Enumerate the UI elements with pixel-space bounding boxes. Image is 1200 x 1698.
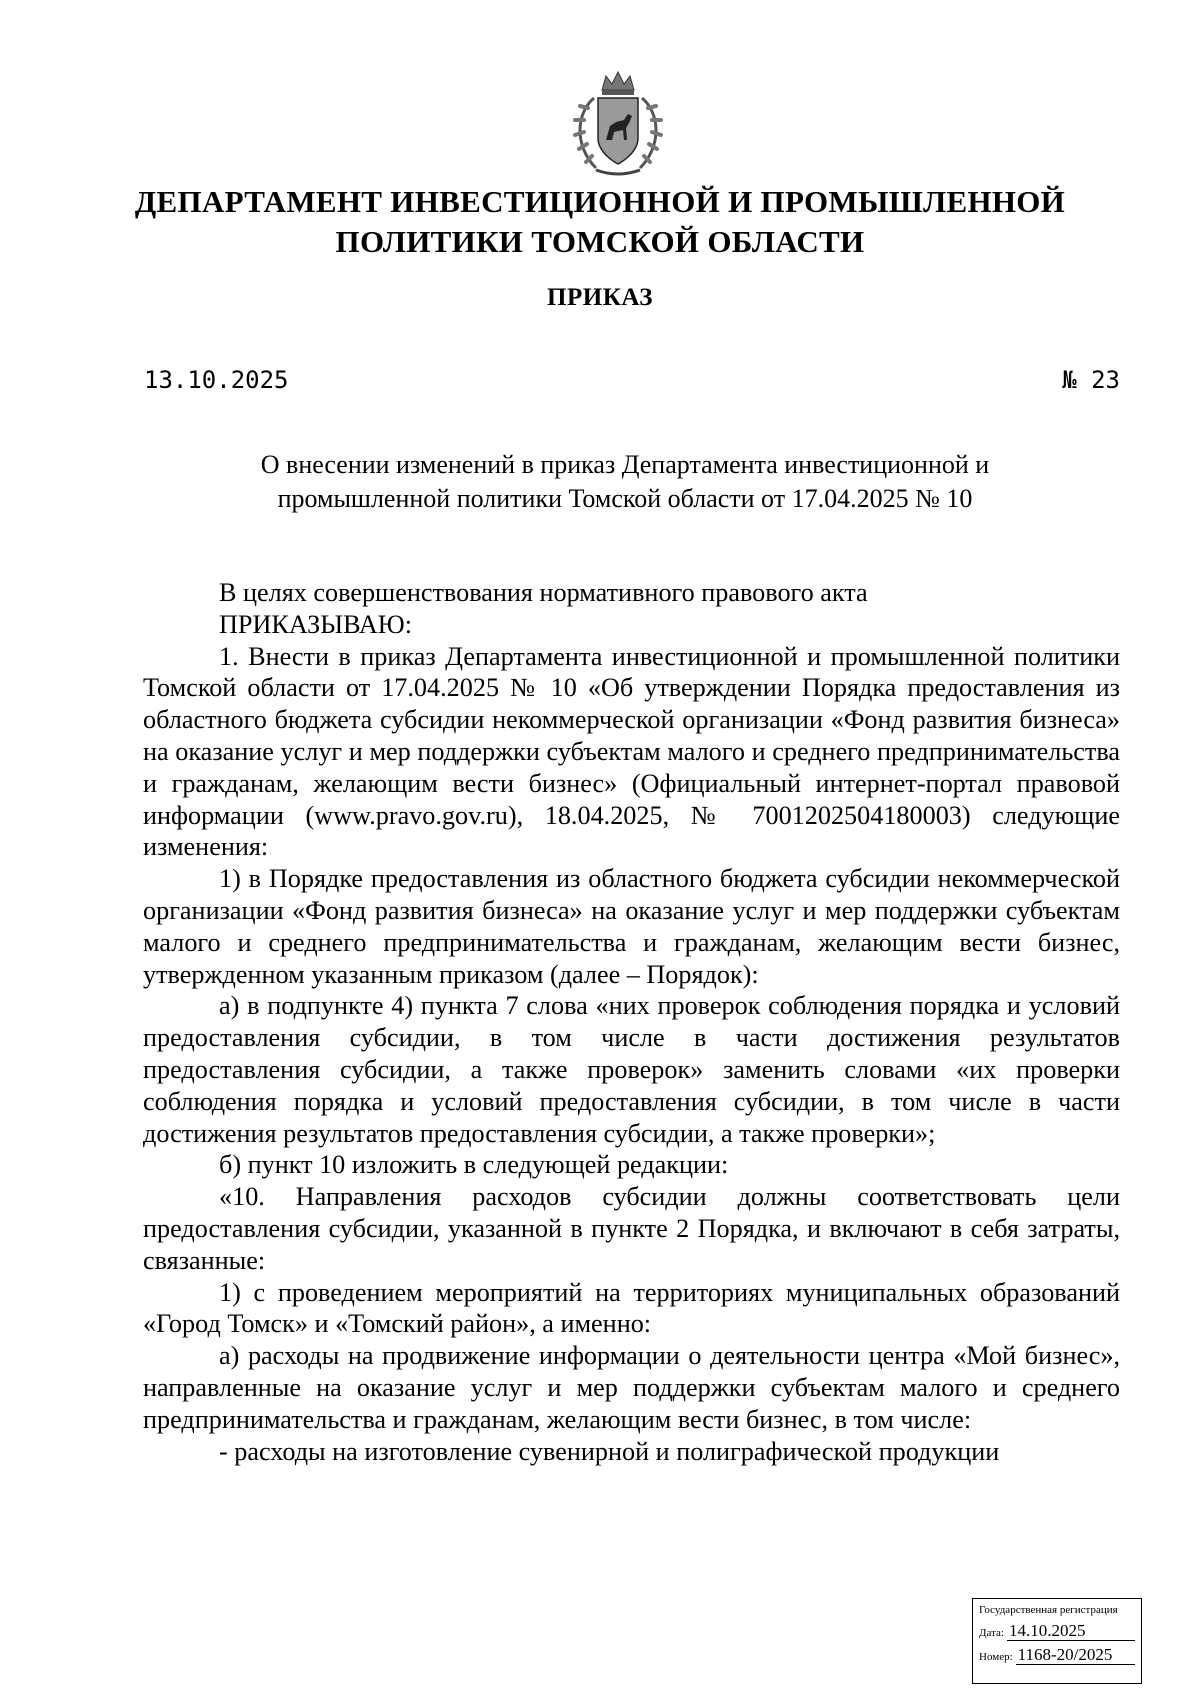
paragraph-3: а) в подпункте 4) пункта 7 слова «них проверок соблюдения порядка и условий предоставления субсидии, в том числе в части достижения результатов предоставления субсидии, а также проверок» заменить словами «их проверки соблюдения порядка и условий предоставления субсидии, в том числе в части достижения результатов предоставления субсидии, а также проверки»;	[143, 991, 1120, 1148]
stamp-date-label: Дата:	[979, 1627, 1004, 1639]
paragraph-4: б) пункт 10 изложить в следующей редакции:	[219, 1150, 729, 1180]
document-date: 13.10.2025	[144, 366, 289, 394]
stamp-date-value: 14.10.2025	[1007, 1621, 1135, 1641]
paragraph-8: - расходы на изготовление сувенирной и полиграфической продукции	[219, 1436, 1000, 1466]
subject-line2: промышленной политики Томской области от 17.04.2025 № 10	[277, 484, 973, 513]
paragraph-1: 1. Внести в приказ Департамента инвестиционной и промышленной политики Томской области от 17.04.2025 № 10 «Об утверждении Порядка предоставления из областного бюджета субсидии некоммерческой организации «Фонд развития бизнеса» на оказание услуг и мер поддержки субъектам малого и среднего предпринимательства и гражданам, желающим вести бизнес» (Официальный интернет-портал правовой информации (www.pravo.gov.ru), 18.04.2025, № 7001202504180003) следующие изменения:	[143, 641, 1120, 862]
registration-stamp	[972, 1598, 1142, 1684]
stamp-number-row	[979, 1645, 1135, 1665]
paragraph-5: «10. Направления расходов субсидии должны соответствовать цели предоставления субсидии, указанной в пункте 2 Порядка, и включают в себя затраты, связанные:	[143, 1182, 1120, 1275]
stamp-title: Государственная регистрация	[979, 1604, 1118, 1616]
department-name	[100, 182, 1100, 262]
subject-line1: О внесении изменений в приказ Департамента инвестиционной и	[260, 450, 990, 479]
paragraph-7: а) расходы на продвижение информации о деятельности центра «Мой бизнес», направленные на оказание услуг и мер поддержки субъектам малого и среднего предпринимательства и гражданам, желающим вести бизнес, в том числе:	[143, 1341, 1120, 1434]
document-body	[143, 577, 1120, 1467]
stamp-number-value: 1168-20/2025	[1016, 1645, 1135, 1665]
document-subject	[150, 448, 1100, 516]
paragraph-6: 1) с проведением мероприятий на территориях муниципальных образований «Город Томск» и «Томский район», а именно:	[143, 1277, 1120, 1339]
intro-paragraph: В целях совершенствования нормативного правового акта	[219, 578, 868, 607]
stamp-number-label: Номер:	[979, 1651, 1013, 1663]
document-number: № 23	[1062, 366, 1120, 394]
coat-of-arms-icon	[566, 68, 670, 180]
date-number-line	[144, 366, 1120, 394]
department-name-line2: ПОЛИТИКИ ТОМСКОЙ ОБЛАСТИ	[335, 224, 865, 259]
department-name-line1: ДЕПАРТАМЕНТ ИНВЕСТИЦИОННОЙ И ПРОМЫШЛЕННОЙ	[134, 184, 1066, 219]
stamp-date-row	[979, 1621, 1135, 1641]
document-type: ПРИКАЗ	[547, 284, 653, 311]
paragraph-2: 1) в Порядке предоставления из областного бюджета субсидии некоммерческой организации «Фонд развития бизнеса» на оказание услуг и мер поддержки субъектам малого и среднего предпринимательства и гражданам, желающим вести бизнес, утвержденном указанным приказом (далее – Порядок):	[143, 864, 1120, 989]
order-word: ПРИКАЗЫВАЮ:	[219, 609, 412, 639]
